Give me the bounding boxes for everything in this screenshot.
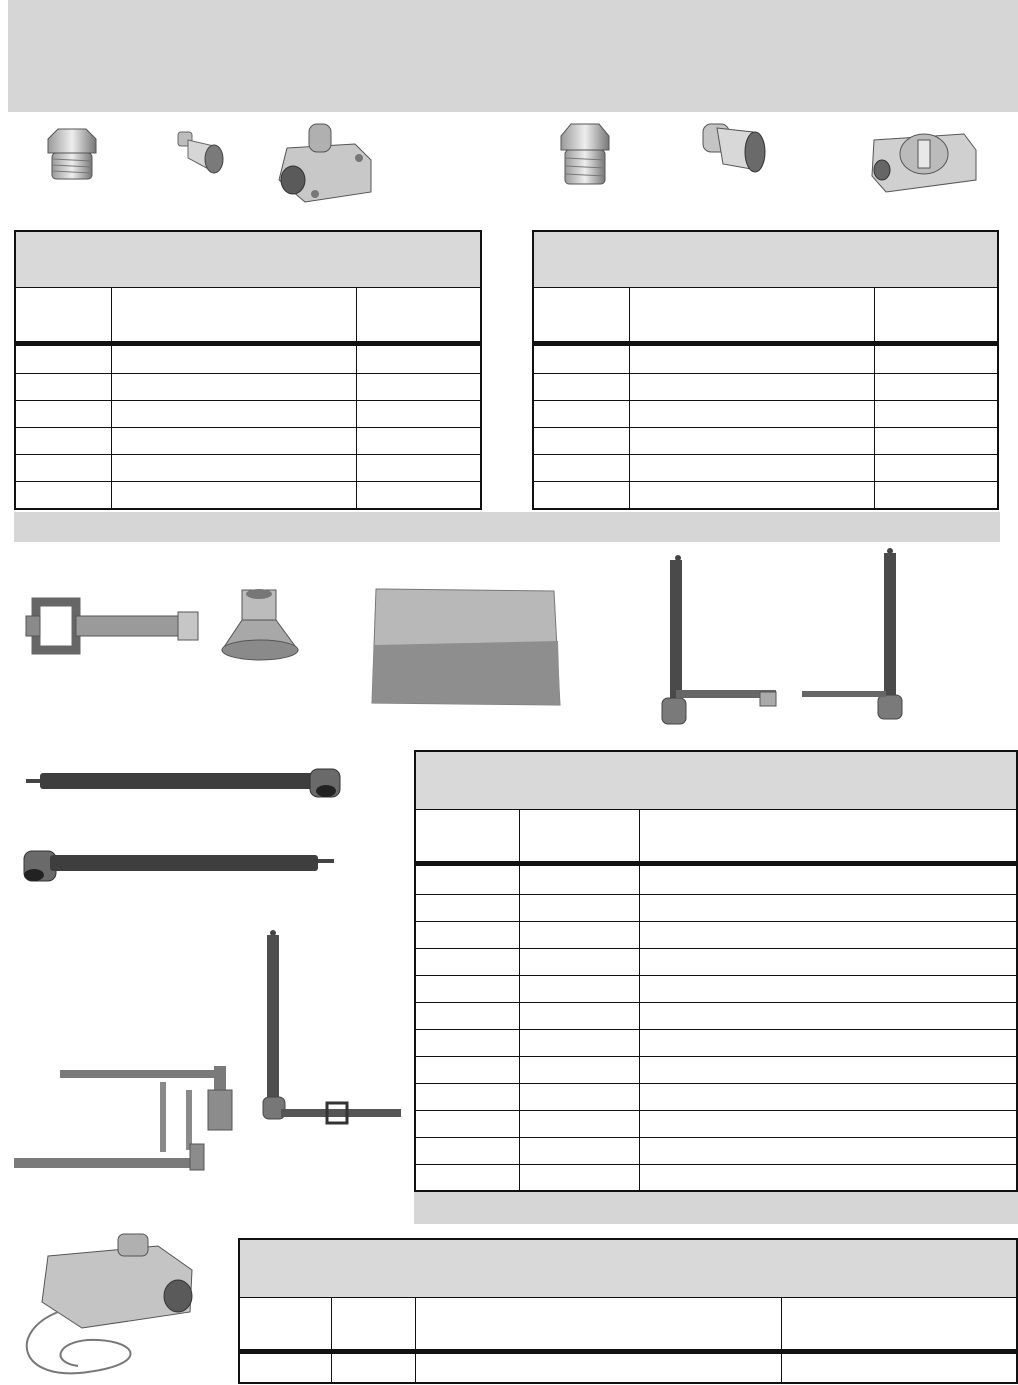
- burner-cap-icon: [695, 118, 770, 180]
- bottom-table-header-1: [240, 1316, 332, 1320]
- bottom-table-cell: [240, 1358, 252, 1362]
- left-table-title-text: [16, 250, 28, 254]
- right-table-title-text: [534, 250, 546, 254]
- middle-table-header-1: [416, 828, 520, 832]
- right-table-column-divider: [629, 288, 630, 508]
- pilot-burner-assembly-icon: [10, 1060, 250, 1180]
- orifice-fitting-icon: [555, 120, 615, 190]
- middle-table-row-divider: [416, 1083, 1016, 1084]
- left-table-row-divider: [16, 481, 480, 482]
- right-table-row-divider: [534, 454, 997, 455]
- right-table-column-divider: [874, 288, 875, 508]
- valve-handle-nipple-icon: [22, 598, 202, 658]
- bottom-table-header-2: [332, 1316, 416, 1320]
- middle-table-row-divider: [416, 894, 1016, 895]
- middle-parts-table: [414, 750, 1018, 1192]
- bottom-table-column-divider: [781, 1298, 782, 1382]
- left-table-cell: [16, 350, 28, 354]
- bottom-parts-table: [238, 1238, 1018, 1384]
- middle-table-cell: [416, 870, 428, 874]
- right-table-header-3: [874, 306, 998, 310]
- middle-table-row-divider: [416, 948, 1016, 949]
- left-table-title: [16, 232, 480, 288]
- left-table-column-divider: [111, 288, 112, 508]
- right-table-row-divider: [534, 373, 997, 374]
- bottom-table-column-divider: [331, 1298, 332, 1382]
- right-parts-table: [532, 230, 999, 510]
- left-table-column-headers: [16, 288, 480, 346]
- bottom-table-column-headers: [240, 1298, 1016, 1354]
- middle-table-column-headers: [416, 810, 1016, 866]
- left-table-header-1: [16, 306, 112, 310]
- right-table-row-divider: [534, 481, 997, 482]
- middle-table-row-divider: [416, 1164, 1016, 1165]
- section-bar: [14, 512, 1000, 542]
- middle-table-header-2: [520, 828, 640, 832]
- middle-table-footer-bar: [414, 1192, 1018, 1224]
- middle-table-title-text: [416, 770, 428, 774]
- right-table-cell: [534, 350, 546, 354]
- orifice-fitting-icon: [40, 125, 105, 185]
- bottom-table-title-text: [240, 1258, 252, 1262]
- left-table-header-2: [112, 306, 356, 310]
- middle-table-row-divider: [416, 1002, 1016, 1003]
- middle-table-column-divider: [639, 810, 640, 1190]
- middle-table-title: [416, 752, 1016, 810]
- left-table-row-divider: [16, 373, 480, 374]
- right-table-title: [534, 232, 997, 288]
- left-table-column-divider: [356, 288, 357, 508]
- middle-table-column-divider: [519, 810, 520, 1190]
- middle-table-row-divider: [416, 1029, 1016, 1030]
- burner-orifice-icon: [170, 128, 230, 178]
- gas-regulator-icon: [275, 120, 375, 215]
- l-pipe-assembly-icon: [640, 550, 790, 730]
- safety-valve-thermocouple-icon: [18, 1232, 218, 1382]
- metal-sheet-icon: [370, 585, 566, 710]
- straight-pipe-icon: [26, 765, 346, 805]
- left-parts-table: [14, 230, 482, 510]
- bottom-table-column-divider: [415, 1298, 416, 1382]
- middle-table-row-divider: [416, 921, 1016, 922]
- right-table-column-headers: [534, 288, 997, 346]
- pilot-burner-assembly-icon: [255, 925, 405, 1135]
- middle-table-row-divider: [416, 1137, 1016, 1138]
- l-pipe-assembly-icon: [798, 545, 908, 725]
- right-table-header-1: [534, 306, 630, 310]
- left-table-row-divider: [16, 454, 480, 455]
- bottom-table-title: [240, 1240, 1016, 1298]
- middle-table-header-3: [640, 828, 1016, 832]
- bottom-table-header-3: [416, 1316, 782, 1320]
- header-banner: [8, 0, 1018, 112]
- flared-fitting-icon: [218, 586, 303, 666]
- adjustable-regulator-icon: [868, 120, 980, 200]
- straight-pipe-icon: [20, 845, 340, 887]
- bottom-table-header-4: [782, 1316, 1016, 1320]
- middle-table-row-divider: [416, 1110, 1016, 1111]
- right-table-header-2: [630, 306, 874, 310]
- right-table-row-divider: [534, 427, 997, 428]
- middle-table-row-divider: [416, 1056, 1016, 1057]
- left-table-header-3: [356, 306, 480, 310]
- middle-table-row-divider: [416, 975, 1016, 976]
- left-table-row-divider: [16, 400, 480, 401]
- right-table-row-divider: [534, 400, 997, 401]
- left-table-row-divider: [16, 427, 480, 428]
